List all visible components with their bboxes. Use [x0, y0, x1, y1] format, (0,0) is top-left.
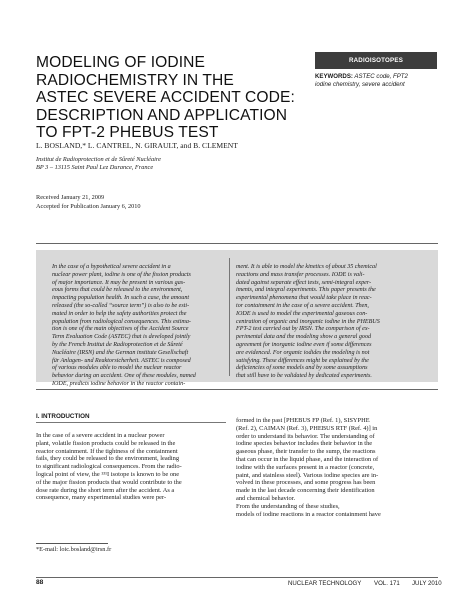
abstract-line: perimental data and the modeling show a general good: [236, 334, 372, 341]
abstract-line: experimental phenomena that would take place in reac-: [236, 295, 372, 302]
category-badge: RADIOISOTOPES: [315, 52, 437, 69]
body-line: In the case of a severe accident in a nuclear power: [36, 432, 165, 439]
title-line: DESCRIPTION AND APPLICATION: [36, 106, 288, 124]
journal-date: JULY 2010: [412, 580, 442, 587]
abstract-right-column: [236, 264, 412, 381]
page-number: 88: [36, 579, 44, 586]
abstract-line: agreement for inorganic iodine even if some differences: [236, 341, 372, 348]
body-line: made in the last decade concerning their identification: [236, 487, 375, 495]
body-line: (Ref. 2), CAIMAN (Ref. 3), PHEBUS RTF (Ref. 4)] in: [236, 424, 378, 432]
abstract-line: tion is one of the main objectives of the Accident Source: [52, 326, 189, 333]
abstract-line: In the case of a hypothetical severe accident in a: [52, 264, 171, 270]
affiliation-line: Institut de Radioprotection et de Sûreté Nucléaire: [36, 156, 161, 163]
abstract-line: population from radiological consequences. This estima-: [52, 318, 191, 325]
abstract-line: of major importance. It may be present in various gas-: [52, 279, 186, 286]
abstract-line: impacting population health. In such a case, the amount: [52, 295, 190, 302]
abstract-line: IODE, predicts iodine behavior in the reactor contain-: [52, 380, 186, 387]
body-line: iodine species behavior includes their behavior in the: [236, 440, 373, 448]
footer-rule: [36, 577, 438, 578]
abstract-line: FPT-2 test carried out by IRSN. The comparison of ex-: [236, 326, 370, 333]
body-line: order to understand its behavior. The understanding of: [236, 432, 375, 440]
abstract-column-divider: [229, 258, 230, 376]
accepted-date: Accepted for Publication January 6, 2010: [36, 202, 141, 210]
journal-volume: VOL. 171: [374, 580, 400, 587]
affiliation: [36, 156, 161, 173]
section-heading: I. INTRODUCTION: [36, 413, 90, 420]
abstract-line: eous forms that could be released to the environment,: [52, 287, 183, 294]
body-line: of the major fission products that would contribute to the: [36, 478, 182, 486]
body-line: gaseous phase, their transfer to the sump, the reactions: [236, 448, 376, 456]
body-line: fails, they could be released to the environment, leading: [36, 455, 180, 463]
body-line: consequence, many experimental studies were per-: [36, 494, 167, 502]
body-line: paint, and stainless steel). Various iodine species are in-: [236, 471, 379, 479]
abstract-line: centration of organic and inorganic iodine in the PHEBUS: [236, 318, 380, 325]
abstract-line: iments, and integral experiments. This paper presents the: [236, 287, 376, 294]
body-line: models of iodine reactions in a reactor containment have: [236, 510, 381, 518]
abstract-line: tor containment in the case of a severe accident. Then,: [236, 302, 369, 309]
abstract-line: für Anlagen- und Reaktorsicherheit. ASTEC is composed: [52, 357, 191, 364]
body-line: From the understanding of these studies,: [236, 502, 340, 510]
body-line: dose rate during the short term after the accident. As a: [36, 486, 175, 494]
footnote-rule: [36, 543, 108, 544]
abstract-top-rule: [36, 243, 438, 244]
footnote-email: *E-mail: loic.bosland@irsn.fr: [36, 546, 112, 553]
dates: [36, 194, 141, 211]
keywords-line: iodine chemistry, severe accident: [315, 80, 405, 88]
body-left-column: [36, 432, 182, 502]
body-line: logical point of view, the ¹³¹I isotope is known to be one: [36, 470, 180, 478]
body-line: iodine with the surfaces present in a reactor (concrete,: [236, 463, 375, 471]
body-line: plant, volatile fission products could be released in the: [36, 439, 176, 447]
received-date: Received January 21, 2009: [36, 194, 105, 201]
abstract-bottom-rule: [36, 389, 438, 390]
title-line: TO FPT-2 PHEBUS TEST: [36, 124, 219, 142]
title-line: RADIOCHEMISTRY IN THE: [36, 71, 234, 89]
keywords-block: [315, 73, 439, 88]
body-line: that can occur in the liquid phase, and the interaction of: [236, 455, 379, 463]
abstract-line: of various modules able to model the nuclear reactor: [52, 365, 182, 372]
abstract-line: deficiencies of some models and by some assumptions: [236, 365, 368, 372]
abstract-line: Term Evaluation Code (ASTEC) that is developed jointly: [52, 334, 191, 341]
abstract-line: behavior during an accident. One of these modules, named: [52, 373, 196, 380]
affiliation-line: BP 3 – 13115 Saint Paul Lez Durance, France: [36, 164, 154, 172]
abstract-line: mated in order to help the safety authorities protect the: [52, 310, 187, 317]
abstract-line: released (the so-called “source term”) is also to be esti-: [52, 302, 190, 309]
body-line: volved in these processes, and some progress has been: [236, 479, 376, 487]
title-line: ASTEC SEVERE ACCIDENT CODE:: [36, 89, 295, 107]
abstract-line: Nucléaire (IRSN) and the German institute Gesellschaft: [52, 349, 189, 356]
abstract-line: IODE is used to model the experimental gaseous con-: [236, 310, 368, 317]
abstract-line: reactions and mass transfer processes. IODE is vali-: [236, 271, 365, 278]
abstract-line: by the French Institut de Radioprotection et de Sûreté: [52, 341, 183, 348]
authors: L. BOSLAND,* L. CANTREL, N. GIRAULT, and B. CLEMENT: [36, 141, 238, 150]
abstract-line: are evidenced. For organic iodides the modeling is not: [236, 349, 370, 356]
abstract-line: nuclear power plant, iodine is one of the fission products: [52, 271, 191, 278]
article-title: [36, 54, 296, 142]
journal-name: NUCLEAR TECHNOLOGY: [288, 580, 362, 587]
title-line: MODELING OF IODINE: [36, 54, 206, 71]
body-line: formed in the past [PHEBUS FP (Ref. 1), SISYPHE: [236, 417, 370, 424]
abstract-line: that still have to be validated by dedicated experiments.: [236, 373, 372, 380]
abstract-line: dated against separate effect tests, semi-integral exper-: [236, 279, 372, 286]
body-line: and chemical behavior.: [236, 494, 296, 502]
keywords-line: ASTEC code, FPT2: [352, 73, 408, 80]
abstract-line: ment. It is able to model the kinetics of about 35 chemical: [236, 264, 377, 270]
section-rule: [36, 422, 226, 423]
abstract-line: satisfying. These differences might be explained by the: [236, 357, 369, 364]
abstract-left-column: [52, 264, 224, 389]
keywords-label: KEYWORDS:: [315, 73, 353, 80]
body-line: to significant radiological consequences. From the radio-: [36, 463, 182, 471]
body-right-column: [236, 417, 381, 518]
body-line: reactor containment. If the tightness of the containment: [36, 447, 178, 455]
